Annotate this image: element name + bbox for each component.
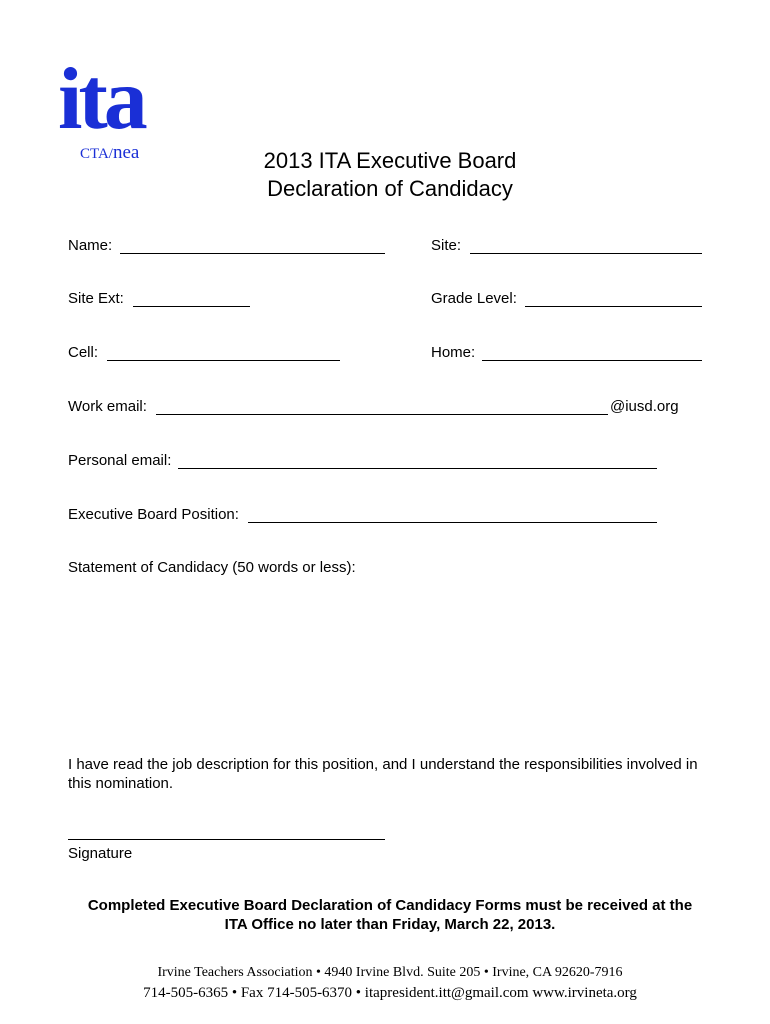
statement-area[interactable] [68, 585, 702, 745]
site-ext-label: Site Ext: [68, 290, 124, 307]
footer-contact [0, 963, 770, 1003]
work-email-label: Work email: [68, 398, 147, 415]
home-field[interactable] [482, 360, 702, 361]
ita-logo: ita [58, 51, 144, 148]
deadline-notice [60, 896, 720, 934]
form-title-line1: 2013 ITA Executive Board [263, 148, 517, 173]
logo-nea: nea [112, 142, 140, 163]
position-field[interactable] [248, 522, 657, 523]
home-label: Home: [431, 344, 476, 361]
position-label: Executive Board Position: [68, 506, 239, 523]
grade-level-label: Grade Level: [431, 290, 517, 307]
work-email-field[interactable] [156, 414, 608, 415]
personal-email-field[interactable] [178, 468, 657, 469]
grade-level-field[interactable] [525, 306, 702, 307]
site-field[interactable] [470, 253, 702, 254]
site-ext-field[interactable] [133, 306, 250, 307]
form-title [0, 147, 770, 203]
deadline-notice-line2: ITA Office no later than Friday, March 22, 2013. [224, 916, 556, 933]
name-field[interactable] [120, 253, 385, 254]
personal-email-label: Personal email: [68, 452, 172, 469]
cell-field[interactable] [107, 360, 340, 361]
deadline-notice-line1: Completed Executive Board Declaration of Candidacy Forms must be received at the [87, 897, 693, 914]
cell-label: Cell: [68, 344, 99, 361]
signature-label: Signature [68, 845, 133, 862]
acknowledgement-text: I have read the job description for this position, and I understand the responsibilities involved in this nomination. [68, 756, 698, 792]
signature-field[interactable] [68, 839, 385, 840]
site-label: Site: [431, 237, 462, 254]
statement-label: Statement of Candidacy (50 words or less): [68, 559, 356, 576]
form-title-line2: Declaration of Candidacy [267, 176, 513, 201]
logo-cta: CTA/ [80, 146, 113, 162]
work-email-domain: @iusd.org [610, 398, 679, 415]
footer-phone-web: 714-505-6365 • Fax 714-505-6370 • itapresident.itt@gmail.com www.irvineta.org [143, 985, 637, 1001]
name-label: Name: [68, 237, 113, 254]
footer-address: Irvine Teachers Association • 4940 Irvine Blvd. Suite 205 • Irvine, CA 92620-7916 [157, 965, 623, 980]
